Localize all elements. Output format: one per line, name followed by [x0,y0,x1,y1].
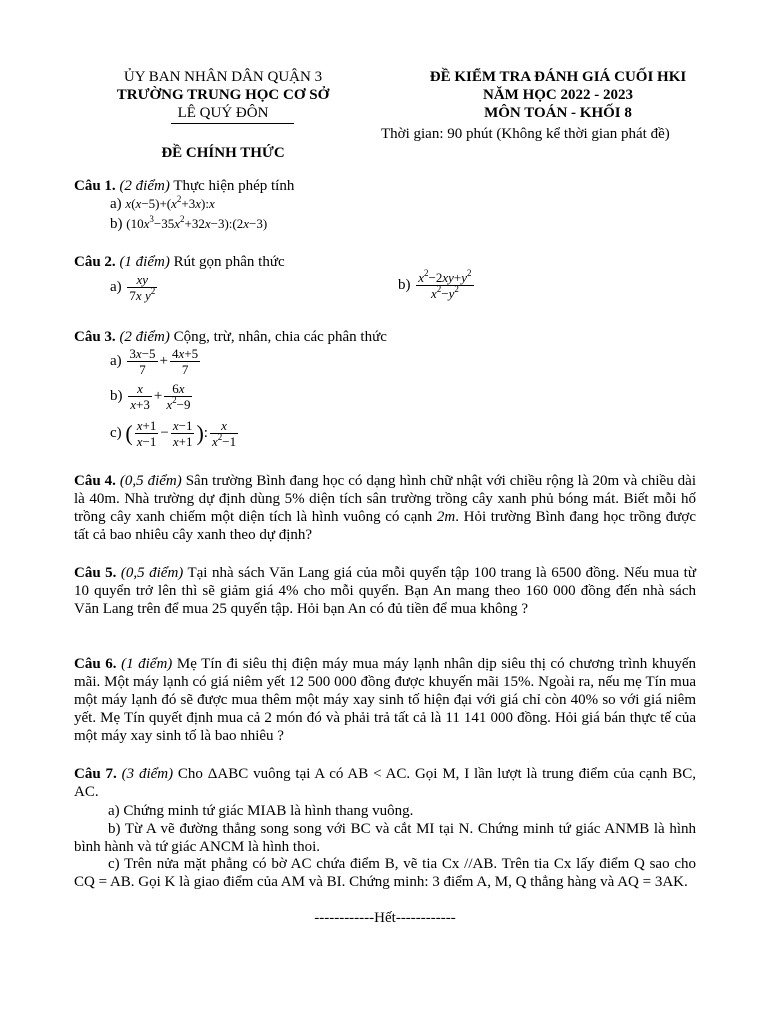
q3-c-fraction-3: $\frac{x}{x^2-1}$ [211,418,237,449]
q4-text-1: Sân trường Bình đang học có dạng hình chữ nhật với chiều rộng là 20m và chiều dài là 40m. Nhà trường dự định dùng 5% diện tích sân trường trồng cây xanh phủ bóng mát. Biết mỗi hố trồng cây xanh chiếm một diện tích là hình vuông có cạnh [74,473,696,525]
q3-a-fraction-1: $\frac{3x-5}{7}$ [129,346,156,377]
q2-heading [74,253,285,271]
q2-a-label: a) [110,278,122,295]
q3-b-label: b) [110,387,123,404]
q3-label: Câu 3. [74,329,116,345]
q2-label: Câu 2. [74,254,116,270]
q2-a-fraction: $\frac{xy}{7x y^2}$ [129,272,156,303]
q3-heading [74,328,387,346]
q4-text-2: . Hỏi trường Bình đang học trồng được tất cả bao nhiêu cây xanh theo dự định? [74,509,696,543]
school-name-underline [171,123,294,124]
q1-label: Câu 1. [74,178,116,194]
q7-text: Cho ΔABC vuông tại A có AB < AC. Gọi M, I lần lượt là trung điểm của cạnh BC, AC. [74,766,696,800]
q5-paragraph [74,564,696,618]
q3-points: (2 điểm) [119,329,170,345]
q6-points: (1 điểm) [121,656,173,672]
q2-points: (1 điểm) [119,254,170,270]
q7-paragraph [74,765,696,801]
q3-c: c) ( $\frac{x+1}{x-1}$ − $\frac{x-1}{x+1}$ ): $\frac{x}{x^2-1}$ [110,418,237,449]
subject-grade: MÔN TOÁN - KHỐI 8 [484,105,632,121]
q6-label: Câu 6. [74,656,117,672]
school-year: NĂM HỌC 2022 - 2023 [483,87,633,103]
q1-a-label: a) [110,196,122,212]
official-label: ĐỀ CHÍNH THỨC [161,145,285,161]
header-left [92,68,354,122]
q3-a-label: a) [110,352,122,369]
q7-a: a) Chứng minh tứ giác MIAB là hình thang vuông. [108,803,414,819]
q2-b [398,270,476,301]
q1-b [110,215,267,233]
q3-c-fraction-2: $\frac{x-1}{x+1}$ [172,418,193,449]
q7-label: Câu 7. [74,766,117,782]
q3-a-fraction-2: $\frac{4x+5}{7}$ [172,346,199,377]
q4-paragraph [74,472,696,544]
q2-b-label: b) [398,276,411,293]
q1-b-expression: $(10x^3-35x^2+32x-3):(2x-3)$ [126,214,268,231]
q1-title: Thực hiện phép tính [169,178,295,194]
q4-measure: 2m [436,509,456,525]
q6-text: Mẹ Tín đi siêu thị điện máy mua máy lạnh nhân dịp siêu thị có chương trình khuyến mãi. Một máy lạnh có giá niêm yết 12 500 000 đồng được khuyến mãi 15%. Ngoài ra, nếu mẹ Tín mua một máy lạnh đó sẽ được mua thêm một máy xay sinh tố hiện đại với giá chỉ còn 40% so với giá niêm yết. Mẹ Tín quyết định mua cả 2 món đó và phải trả tất cả là 11 141 000 đồng. Hỏi giá bán thực tế của một máy xay sinh tố là bao nhiêu ? [74,656,696,744]
q5-label: Câu 5. [74,565,117,581]
q3-b-fraction-2: $\frac{6x}{x^2-9}$ [166,381,191,412]
q3-title: Cộng, trừ, nhân, chia các phân thức [169,329,387,345]
q2-title: Rút gọn phân thức [169,254,285,270]
q7-c: c) Trên nửa mặt phẳng có bờ AC chứa điểm B, vẽ tia Cx //AB. Trên tia Cx lấy điểm Q sao cho CQ = AB. Gọi K là giao điểm của AM và BI. Chứng minh: 3 điểm A, M, Q thẳng hàng và AQ = 3AK. [74,856,696,890]
district-committee: ỦY BAN NHÂN DÂN QUẬN 3 [123,69,323,85]
q1-heading [74,177,294,195]
q2-b-fraction: $\frac{x^2-2xy+y^2}{x^2-y^2}$ [418,268,472,301]
q3-a: a) $\frac{3x-5}{7}$ + $\frac{4x+5}{7}$ [110,346,199,377]
q1-a [110,195,215,213]
q1-a-expression: $x(x-5)+(x^2+3x):x$ [125,194,215,211]
q1-b-label: b) [110,216,123,232]
q3-c-fraction-1: $\frac{x+1}{x-1}$ [136,418,157,449]
q5-text: Tại nhà sách Văn Lang giá của mỗi quyển tập 100 trang là 6500 đồng. Nếu mua từ 10 quyển trở lên thì sẽ giảm giá 4% cho mỗi quyển. Bạn An mang theo 160 000 đồng đến nhà sách Văn Lang trên để mua 25 quyển tập. Hỏi bạn An có đủ tiền để mua không ? [74,565,696,617]
exam-time: Thời gian: 90 phút (Không kể thời gian phát đề) [381,126,670,142]
q4-points: (0,5 điểm) [119,473,182,489]
school-type: TRƯỜNG TRUNG HỌC CƠ SỞ [116,87,330,103]
exam-title: ĐỀ KIỂM TRA ĐÁNH GIÁ CUỐI HKI [429,69,687,85]
q1-points: (2 điểm) [119,178,170,194]
school-name: LÊ QUÝ ĐÔN [177,105,269,121]
q4-label: Câu 4. [74,473,116,489]
end-marker: ------------Hết------------ [314,910,456,926]
q6-paragraph [74,655,696,745]
q3-c-label: c) [110,424,122,441]
q3-b-fraction-1: $\frac{x}{x+3}$ [130,381,150,412]
q5-points: (0,5 điểm) [120,565,184,581]
q7-b: b) Từ A vẽ đường thẳng song song với BC và cắt MI tại N. Chứng minh tứ giác ANMB là hình bình hành và tứ giác ANCM là hình thoi. [74,821,696,855]
q2-a [110,272,159,303]
q7-points: (3 điểm) [121,766,174,782]
header-right [380,68,736,122]
q3-b: b) $\frac{x}{x+3}$ + $\frac{6x}{x^2-9}$ [110,381,191,412]
